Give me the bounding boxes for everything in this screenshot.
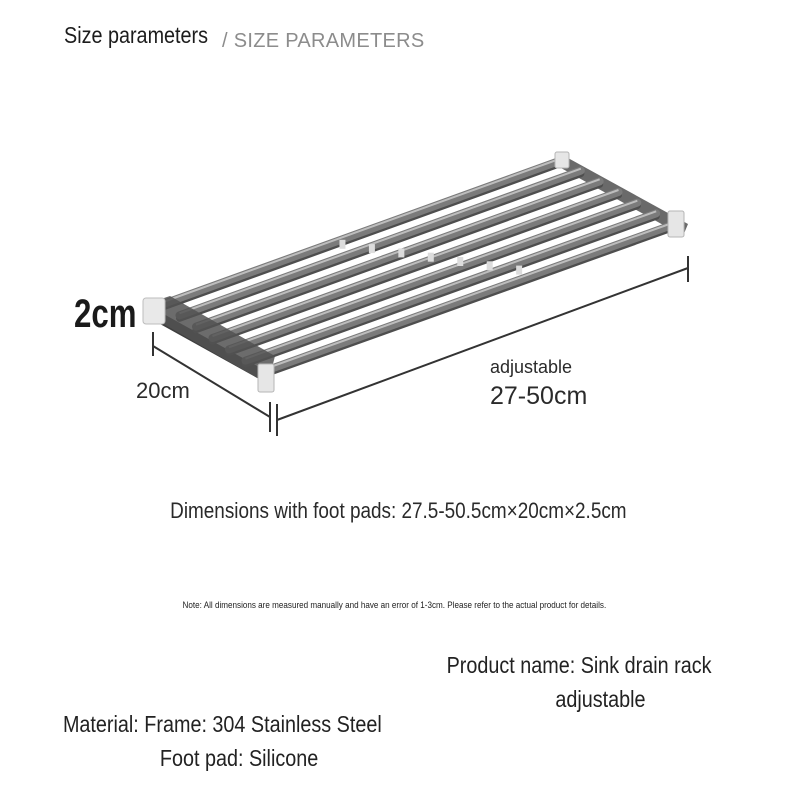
rack-bar-joint — [339, 240, 345, 249]
end-cap-back-right — [668, 211, 684, 237]
rack-bar-joint — [398, 248, 404, 257]
foot-pad-spec-text: Foot pad: Silicone — [159, 745, 319, 771]
page-subtitle: / SIZE PARAMETERS — [222, 30, 425, 52]
adjustable-label: adjustable — [490, 357, 573, 377]
material-spec-text: Material: Frame: 304 Stainless Steel — [62, 711, 382, 737]
product-name-continued-text: adjustable — [554, 686, 646, 712]
end-cap-front-right — [258, 364, 274, 392]
depth-dimension-label: 20cm — [136, 378, 190, 403]
dimensions-text — [0, 498, 800, 524]
rack-bar-joint — [428, 253, 434, 262]
dimensions-value: Dimensions with foot pads: 27.5-50.5cm×20cm×2.5cm — [170, 498, 627, 523]
measurement-note — [0, 600, 788, 610]
page-title: Size parameters — [64, 22, 209, 48]
end-cap-back-left — [555, 152, 569, 168]
rack-bar-joint — [487, 261, 493, 270]
rack-bar-joint — [369, 244, 375, 253]
height-dimension-label: 2cm — [74, 292, 137, 336]
product-name — [0, 652, 800, 679]
product-name-continued — [0, 686, 800, 713]
measurement-note-text: Note: All dimensions are measured manually and have an error of 1-3cm. Please refer to the actual product for details. — [182, 600, 606, 610]
rack-bar-joint — [457, 257, 463, 266]
product-name-text: Product name: Sink drain rack — [446, 652, 712, 678]
rack-bar-joint — [516, 266, 522, 275]
end-cap-front-left — [143, 298, 165, 324]
length-dimension-label: 27-50cm — [490, 382, 588, 410]
foot-pad-spec — [0, 745, 478, 772]
material-spec — [0, 711, 444, 738]
